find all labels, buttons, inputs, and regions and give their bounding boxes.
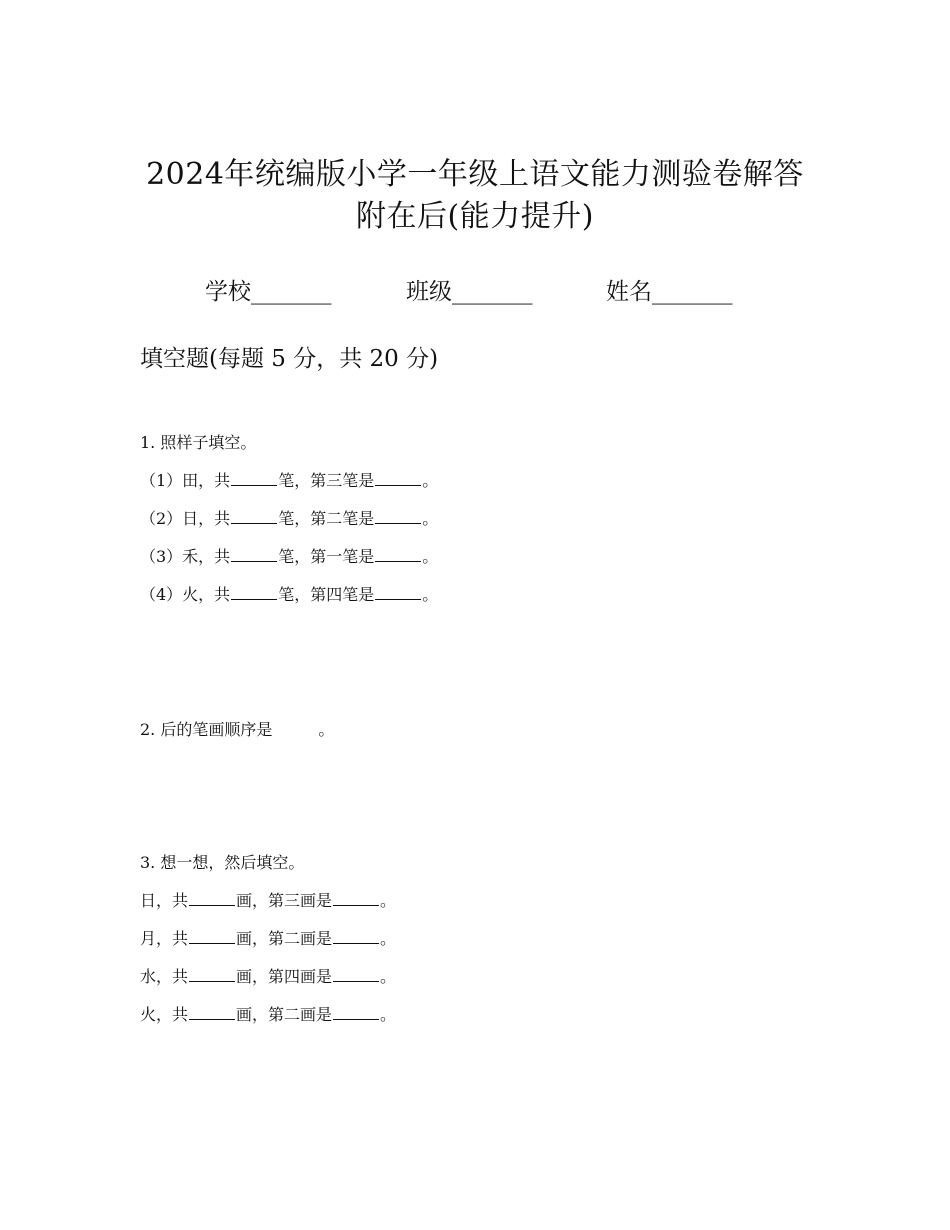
answer-blank [189,966,235,982]
item-end: 。 [380,967,397,986]
item-end: 。 [380,929,397,948]
answer-blank [231,584,277,600]
question-1-stem: 1. 照样子填空。 [140,433,257,452]
class-field: 班级_______ [406,279,533,305]
question-1-item-3 [140,546,438,568]
item-prefix: （2）日，共 [140,509,231,528]
answer-blank [189,1004,235,1020]
item-end: 。 [318,720,335,739]
question-2 [140,719,334,741]
item-middle: 画，第三画是 [236,891,333,910]
item-end: 。 [380,1005,397,1024]
item-middle: 笔，第一笔是 [278,547,375,566]
answer-blank [333,1004,379,1020]
item-end: 。 [422,585,439,604]
item-prefix: （4）火，共 [140,585,231,604]
item-prefix: 日，共 [140,891,189,910]
answer-blank [231,546,277,562]
item-prefix: （1）田，共 [140,471,231,490]
section-heading: 填空题(每题 5 分，共 20 分) [140,346,439,372]
question-1-item-1 [140,470,438,492]
document-title-line-2: 附在后(能力提升) [356,199,594,234]
name-field: 姓名_______ [606,279,733,305]
question-3-item-4 [140,1004,396,1026]
item-middle: 画，第二画是 [236,929,333,948]
item-prefix: （3）禾，共 [140,547,231,566]
item-middle: 笔，第二笔是 [278,509,375,528]
answer-blank [333,890,379,906]
item-prefix: 水，共 [140,967,189,986]
question-1-item-2 [140,508,438,530]
answer-blank [189,928,235,944]
item-middle: 画，第二画是 [236,1005,333,1024]
answer-blank [231,470,277,486]
item-middle: 笔，第三笔是 [278,471,375,490]
question-3-item-1 [140,890,396,912]
question-3-item-2 [140,928,396,950]
question-3-item-3 [140,966,396,988]
item-end: 。 [422,547,439,566]
answer-blank [231,508,277,524]
document-title-line-1: 2024年统编版小学一年级上语文能力测验卷解答 [146,157,804,192]
answer-blank [375,508,421,524]
question-2-stem: 2. 后的笔画顺序是 [140,720,273,739]
question-1-item-4 [140,584,438,606]
item-prefix: 月，共 [140,929,189,948]
answer-blank [375,470,421,486]
item-prefix: 火，共 [140,1005,189,1024]
item-middle: 笔，第四笔是 [278,585,375,604]
answer-blank [375,546,421,562]
answer-blank [333,966,379,982]
item-end: 。 [422,471,439,490]
item-end: 。 [380,891,397,910]
answer-blank [333,928,379,944]
item-end: 。 [422,509,439,528]
answer-blank [375,584,421,600]
school-field: 学校_______ [205,279,332,305]
question-3-stem: 3. 想一想，然后填空。 [140,853,305,872]
item-middle: 画，第四画是 [236,967,333,986]
answer-blank [189,890,235,906]
